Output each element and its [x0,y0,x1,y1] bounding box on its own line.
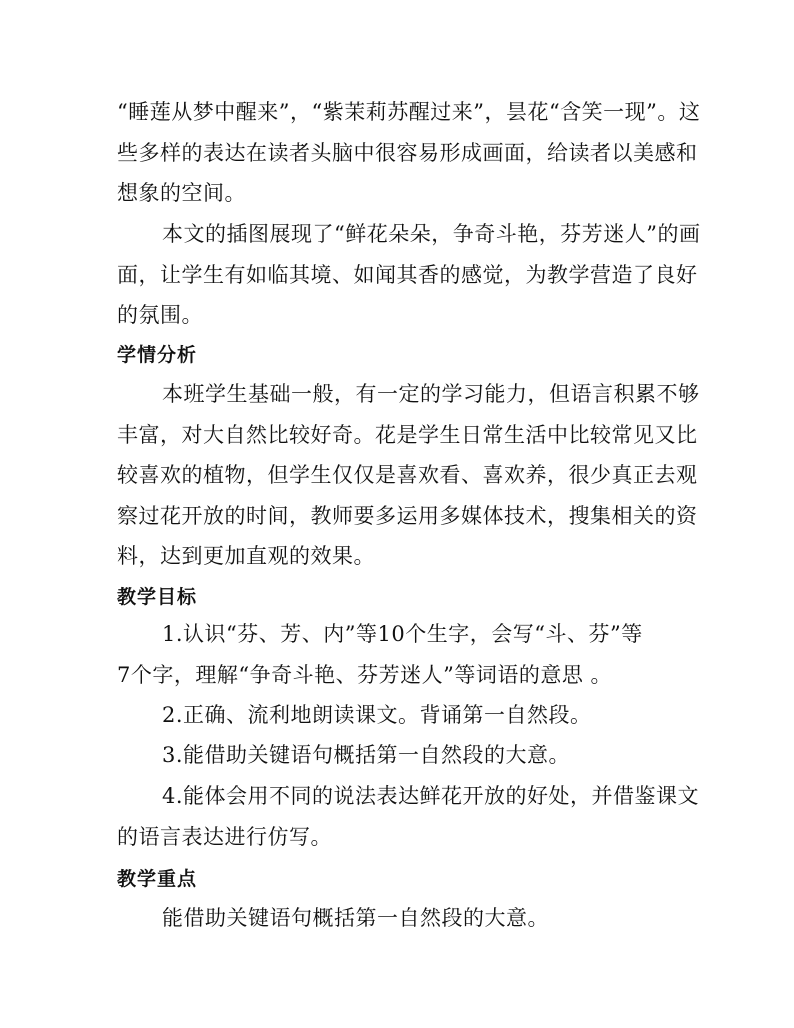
goal-2-line-1: 2.正确、流利地朗读课文。背诵第一自然段。 [162,703,592,727]
illustration-line-3: 的氛围。 [117,303,203,327]
intro-line-1: “睡莲从梦中醒来”，“紫茉莉苏醒过来”，昙花“含笑一现”。这 [117,100,701,124]
illustration-line-2: 面，让学生有如临其境、如闻其香的感觉，为教学营造了良好 [117,262,698,287]
key-points-heading: 教学重点 [117,868,198,890]
goal-item-1 [117,614,687,695]
student-analysis-line-2: 丰富，对大自然比较好奇。花是学生日常生活中比较常见又比 [117,422,698,447]
goal-4-line-2: 的语言表达进行仿写。 [117,824,332,849]
key-points-line-1: 能借助关键语句概括第一自然段的大意。 [162,906,549,930]
intro-line-3: 想象的空间。 [117,181,246,205]
goal-item-4 [117,776,700,857]
illustration-line-1: 本文的插图展现了“鲜花朵朵，争奇斗艳，芬芳迷人”的画 [162,222,701,246]
goal-item-2 [117,695,687,736]
student-analysis-line-5: 料，达到更加直观的效果。 [117,544,375,568]
student-analysis-paragraph [117,374,700,577]
intro-paragraph [117,92,701,214]
student-analysis-heading: 学情分析 [117,344,198,366]
goals-heading: 教学目标 [117,586,198,608]
goal-3-line-1: 3.能借助关键语句概括第一自然段的大意。 [162,743,571,767]
illustration-paragraph [117,214,701,336]
goal-1-line-2: 7个字，理解“争奇斗艳、芬芳迷人”等词语的意思 。 [117,662,613,687]
student-analysis-line-3: 较喜欢的植物，但学生仅仅是喜欢看、喜欢养，很少真正去观 [117,463,698,487]
goal-1-line-1: 1.认识“芬、芳、内”等10个生字，会写“斗、芬”等 [162,622,643,646]
goal-item-3 [117,735,687,776]
student-analysis-line-1: 本班学生基础一般，有一定的学习能力，但语言积累不够 [162,382,700,406]
student-analysis-line-4: 察过花开放的时间，教师要多运用多媒体技术，搜集相关的资 [117,503,698,528]
intro-line-2: 些多样的表达在读者头脑中很容易形成画面，给读者以美感和 [117,140,698,165]
key-points-paragraph [117,898,687,939]
goal-4-line-1: 4.能体会用不同的说法表达鲜花开放的好处，并借鉴课文 [162,784,700,808]
